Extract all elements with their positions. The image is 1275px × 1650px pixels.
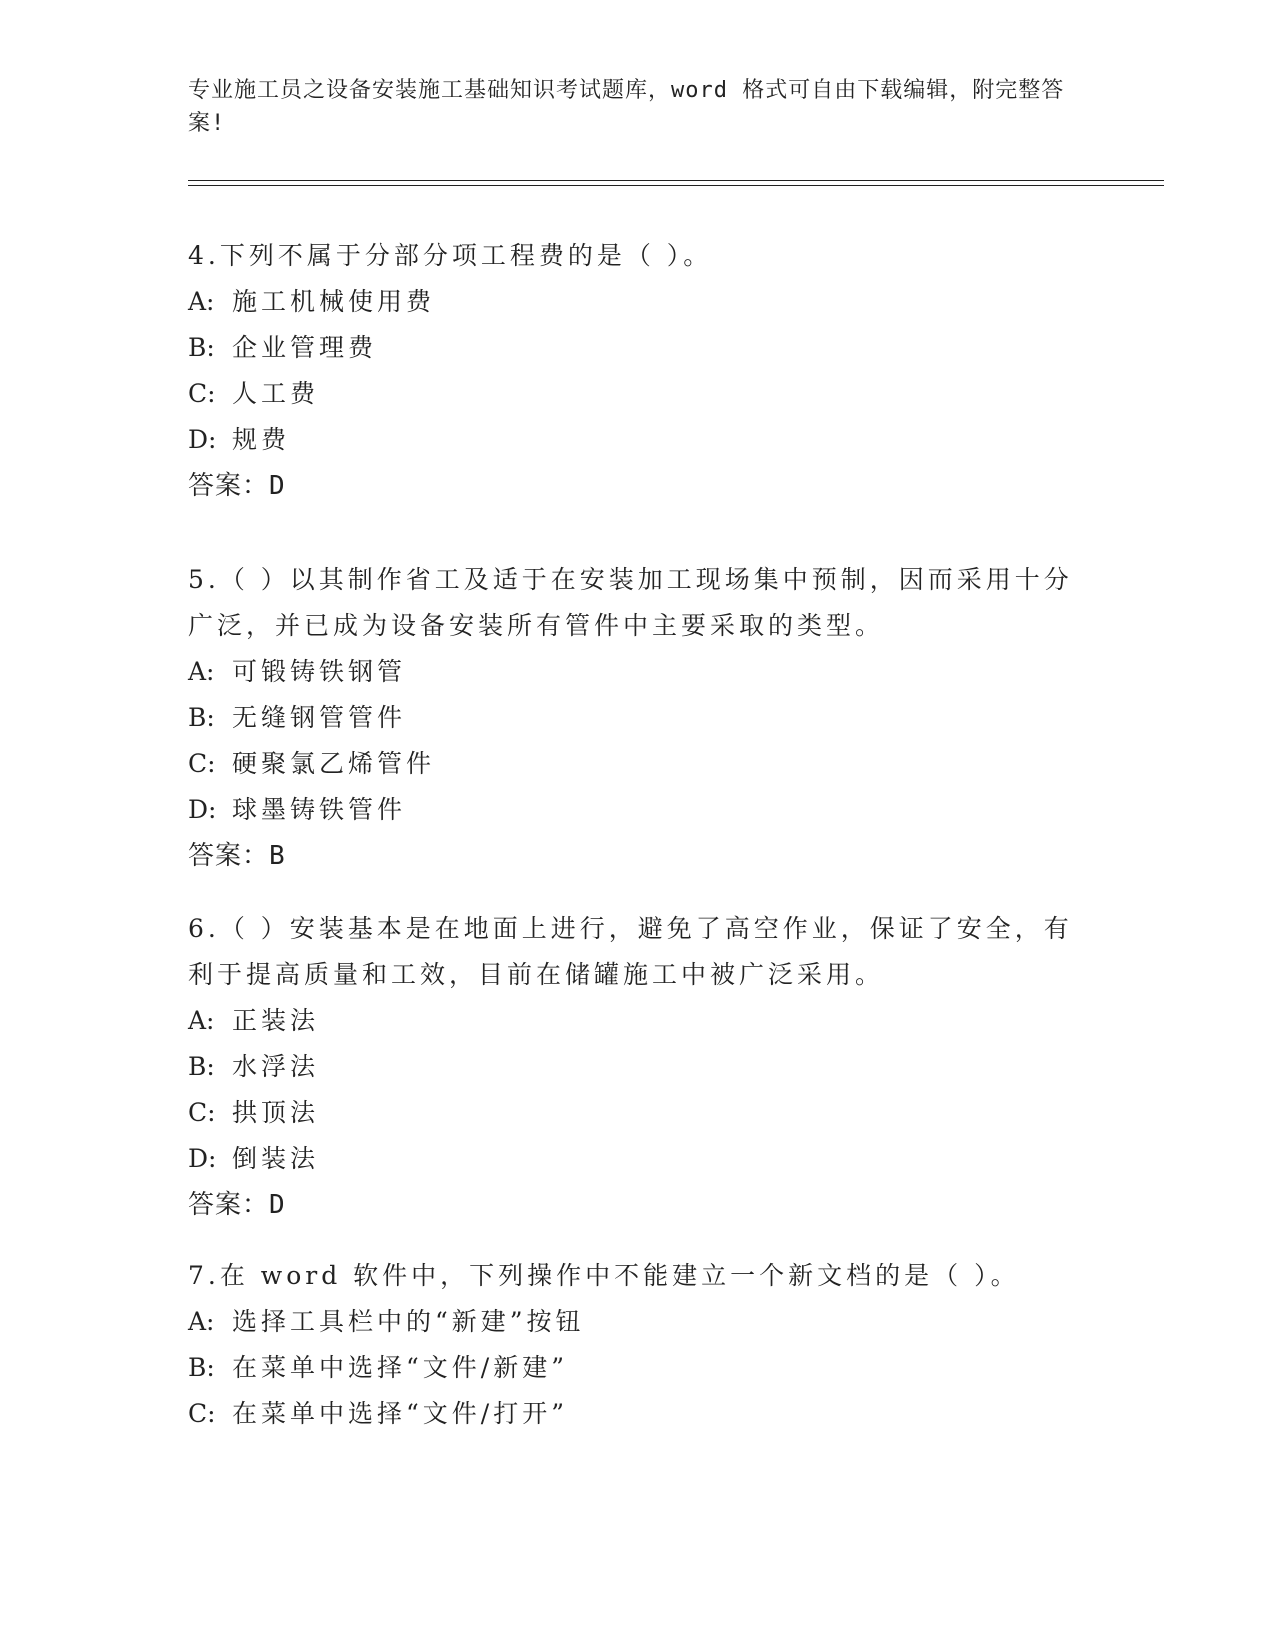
- header-rule-top: [188, 180, 1164, 181]
- option-text: 无缝钢管管件: [232, 703, 407, 732]
- answer-label: 答案：: [188, 1190, 270, 1220]
- option-a: [188, 998, 1088, 1044]
- option-a: [188, 649, 1088, 695]
- question-6: [188, 906, 1088, 1228]
- option-a: [188, 1299, 1088, 1345]
- option-letter: B:: [188, 1353, 215, 1382]
- option-text: 可锻铸铁钢管: [232, 657, 407, 686]
- option-text: 在菜单中选择“文件/新建”: [232, 1353, 568, 1382]
- question-5: [188, 557, 1088, 879]
- option-letter: C:: [188, 749, 216, 778]
- option-c: [188, 1090, 1088, 1136]
- option-text: 倒装法: [232, 1144, 320, 1173]
- answer-value: B: [269, 841, 285, 871]
- option-d: [188, 417, 1088, 463]
- answer-line: [188, 463, 1088, 509]
- answer-value: D: [269, 1190, 285, 1220]
- answer-label: 答案：: [188, 841, 270, 871]
- question-7: [188, 1253, 1088, 1437]
- option-letter: C:: [188, 379, 216, 408]
- option-letter: B:: [188, 333, 215, 362]
- option-letter: C:: [188, 1399, 216, 1428]
- option-text: 施工机械使用费: [232, 287, 436, 316]
- option-c: [188, 1391, 1088, 1437]
- option-d: [188, 1136, 1088, 1182]
- option-b: [188, 695, 1088, 741]
- option-letter: B:: [188, 703, 215, 732]
- question-stem: 7.在 word 软件中，下列操作中不能建立一个新文档的是（ ）。: [188, 1261, 1020, 1290]
- option-c: [188, 741, 1088, 787]
- option-text: 拱顶法: [232, 1098, 320, 1127]
- question-stem: 5.（ ）以其制作省工及适于在安装加工现场集中预制，因而采用十分广泛，并已成为设备安装所有管件中主要采取的类型。: [188, 565, 1073, 640]
- option-b: [188, 325, 1088, 371]
- option-text: 规费: [232, 425, 291, 454]
- option-letter: A:: [188, 287, 215, 316]
- option-text: 选择工具栏中的“新建”按钮: [232, 1307, 585, 1336]
- option-letter: A:: [188, 1307, 215, 1336]
- answer-line: [188, 833, 1088, 879]
- option-letter: B:: [188, 1052, 215, 1081]
- question-stem: 4.下列不属于分部分项工程费的是（ ）。: [188, 241, 713, 270]
- option-letter: A:: [188, 657, 215, 686]
- option-letter: A:: [188, 1006, 215, 1035]
- option-letter: C:: [188, 1098, 216, 1127]
- answer-label: 答案：: [188, 471, 270, 501]
- option-a: [188, 279, 1088, 325]
- header-rule-bottom: [188, 185, 1164, 186]
- option-text: 企业管理费: [232, 333, 378, 362]
- option-b: [188, 1044, 1088, 1090]
- option-letter: D:: [188, 425, 217, 454]
- option-text: 人工费: [232, 379, 320, 408]
- answer-line: [188, 1182, 1088, 1228]
- option-text: 正装法: [232, 1006, 320, 1035]
- document-intro: 专业施工员之设备安装施工基础知识考试题库，word 格式可自由下载编辑，附完整答案!: [188, 78, 1065, 136]
- option-text: 水浮法: [232, 1052, 320, 1081]
- option-letter: D:: [188, 795, 217, 824]
- option-d: [188, 787, 1088, 833]
- option-b: [188, 1345, 1088, 1391]
- option-letter: D:: [188, 1144, 217, 1173]
- option-text: 球墨铸铁管件: [232, 795, 407, 824]
- option-text: 硬聚氯乙烯管件: [232, 749, 436, 778]
- answer-value: D: [269, 471, 285, 501]
- question-4: [188, 233, 1088, 509]
- option-c: [188, 371, 1088, 417]
- option-text: 在菜单中选择“文件/打开”: [232, 1399, 568, 1428]
- question-stem: 6.（ ）安装基本是在地面上进行，避免了高空作业，保证了安全，有利于提高质量和工效，目前在储罐施工中被广泛采用。: [188, 914, 1073, 989]
